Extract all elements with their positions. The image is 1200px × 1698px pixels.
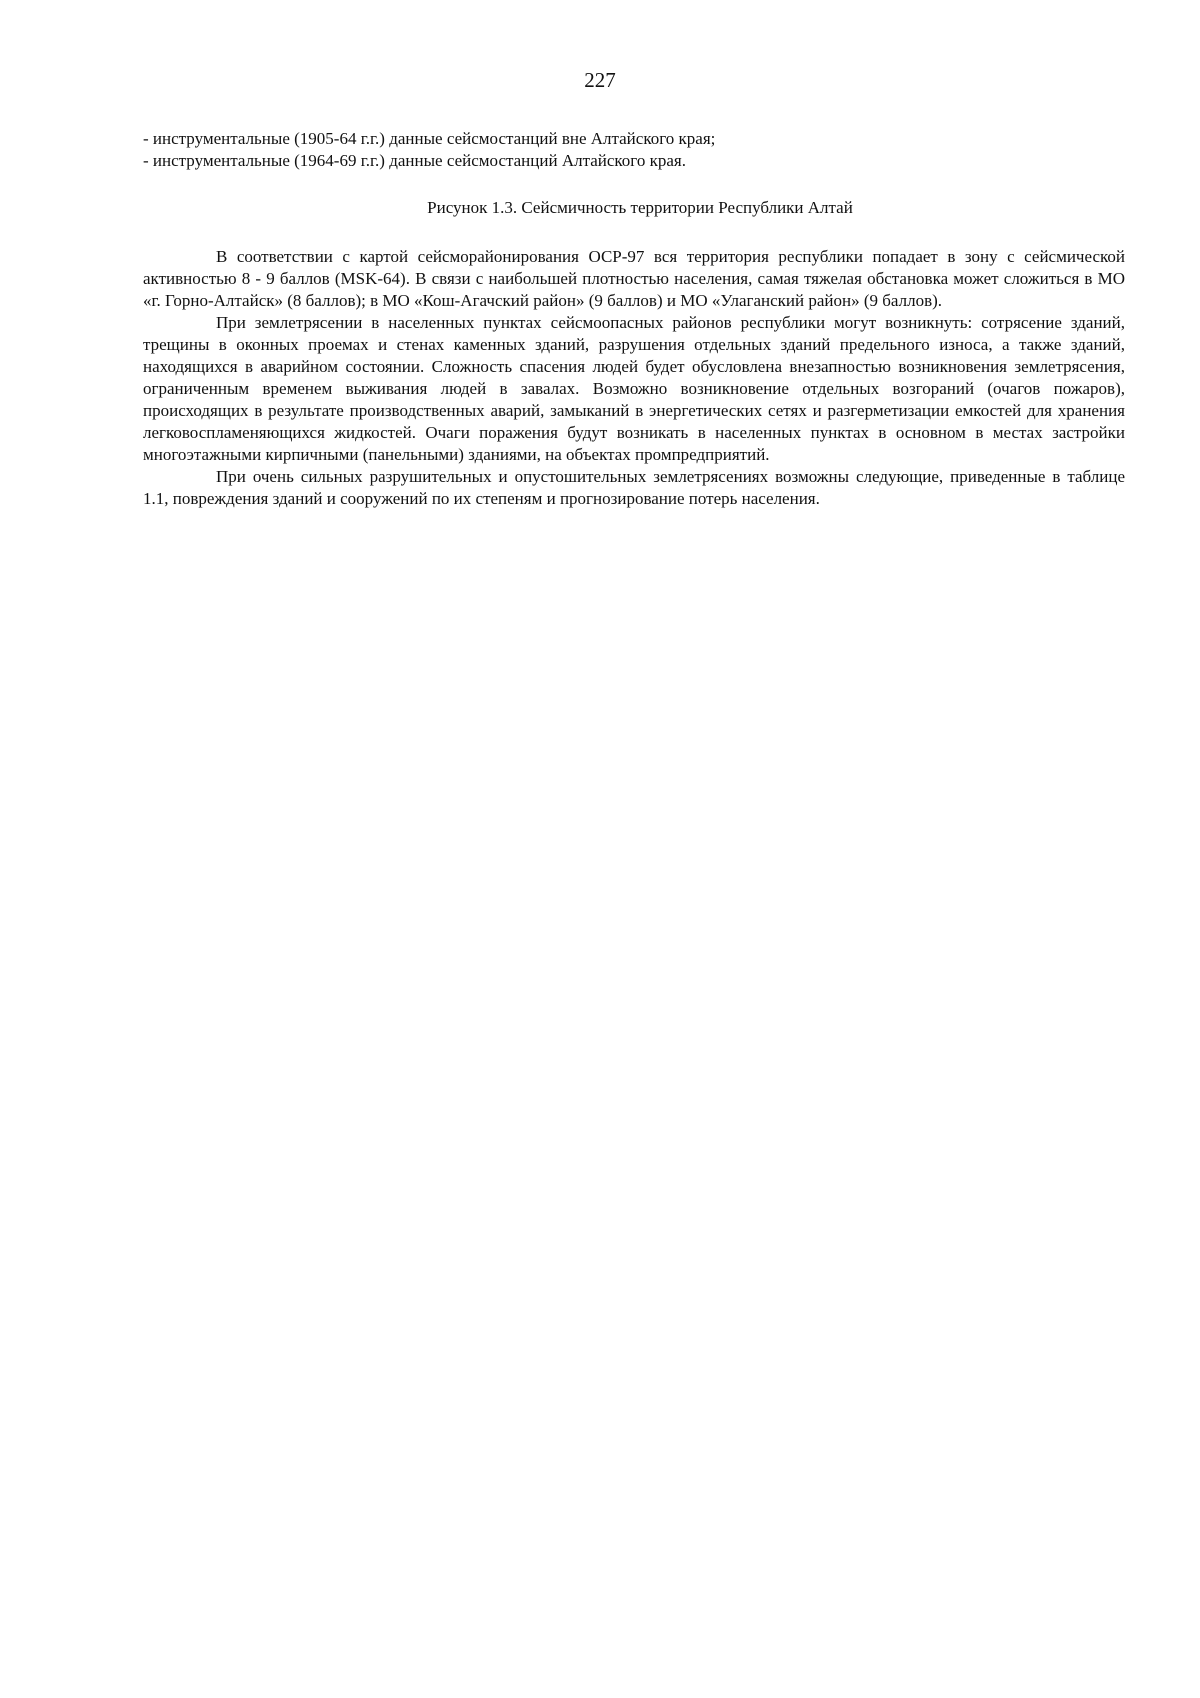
figure-caption: Рисунок 1.3. Сейсмичность территории Республики Алтай <box>427 198 853 217</box>
list-item: - инструментальные (1905-64 г.г.) данные сейсмостанций вне Алтайского края; <box>143 129 716 148</box>
paragraph: При землетрясении в населенных пунктах сейсмоопасных районов республики могут возникнуть: сотрясение зданий, трещины в оконных проемах и стенах каменных зданий, разрушения отдельных зданий предельного износа, а также зданий, находящихся в аварийном состоянии. Сложность спасения людей будет обусловлена внезапностью возникновения землетрясения, ограниченным временем выживания людей в завалах. Возможно возникновение отдельных возгораний (очагов пожаров), происходящих в результате производственных аварий, замыканий в энергетических сетях и разгерметизации емкостей для хранения легковоспламеняющихся жидкостей. Очаги поражения будут возникать в населенных пунктах в основном в местах застройки многоэтажными кирпичными (панельными) зданиями, на объектах промпредприятий. <box>143 313 1125 464</box>
page-content <box>143 128 1125 510</box>
list-item: - инструментальные (1964-69 г.г.) данные сейсмостанций Алтайского края. <box>143 151 686 170</box>
paragraph: В соответствии с картой сейсморайонирования ОСР-97 вся территория республики попадает в зону с сейсмической активностью 8 - 9 баллов (MSK-64). В связи с наибольшей плотностью населения, самая тяжелая обстановка может сложиться в МО «г. Горно-Алтайск» (8 баллов); в МО «Кош-Агачский район» (9 баллов) и МО «Улаганский район» (9 баллов). <box>143 247 1125 310</box>
page-number: 227 <box>584 68 616 92</box>
paragraph: При очень сильных разрушительных и опустошительных землетрясениях возможны следующие, приведенные в таблице 1.1, повреждения зданий и сооружений по их степеням и прогнозирование потерь населения. <box>143 467 1125 508</box>
